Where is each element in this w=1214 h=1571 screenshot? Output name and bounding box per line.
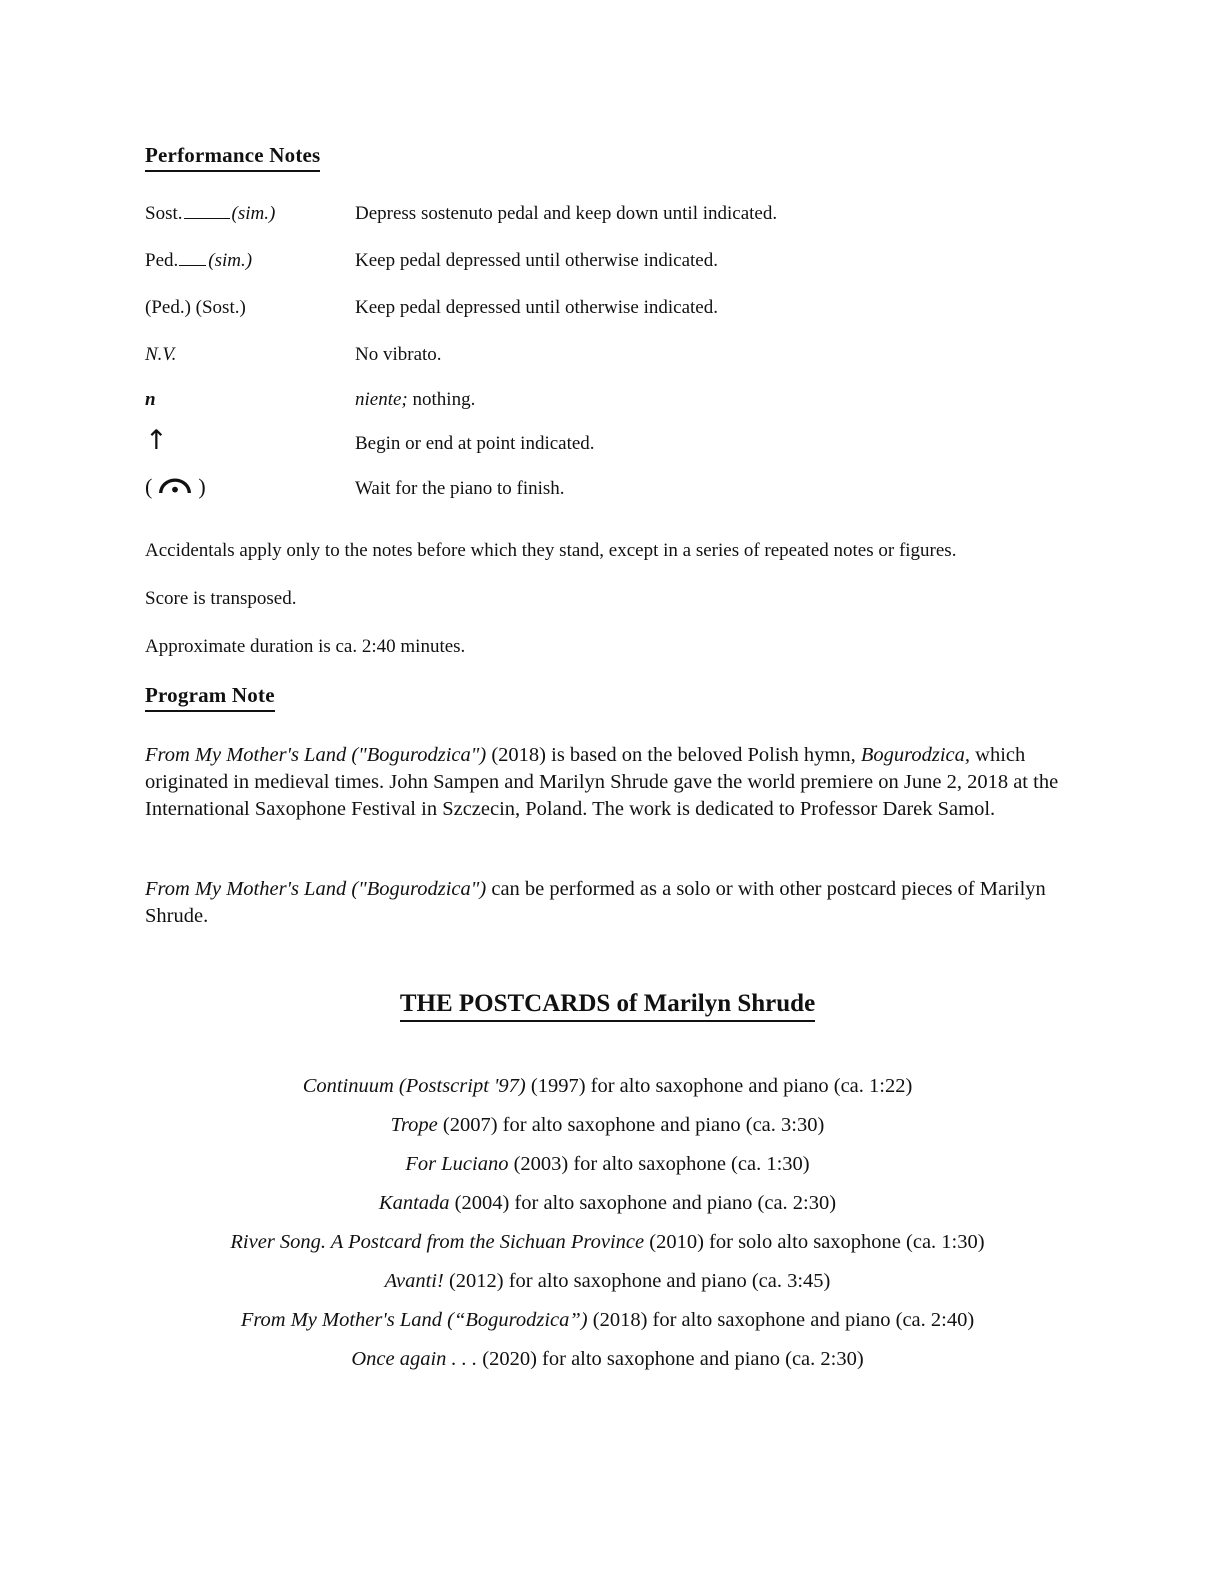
legend-description: Keep pedal depressed until otherwise indicated. bbox=[355, 250, 718, 271]
sostenuto-symbol bbox=[145, 202, 355, 225]
niente-label: n bbox=[145, 389, 156, 410]
piece-details: (2018) for alto saxophone and piano (ca. 2:40) bbox=[587, 1309, 975, 1331]
duration-note: Approximate duration is ca. 2:40 minutes. bbox=[145, 636, 466, 657]
program-note-heading bbox=[145, 683, 1070, 712]
general-notes bbox=[145, 539, 1070, 658]
niente-italic-text: niente; bbox=[355, 389, 408, 410]
work-title-italic: From My Mother's Land ("Bogurodzica") bbox=[145, 878, 487, 900]
open-paren: ( bbox=[145, 474, 153, 499]
legend-description: Begin or end at point indicated. bbox=[355, 433, 595, 454]
sim-label: (sim.) bbox=[208, 250, 253, 271]
postcards-heading-text: THE POSTCARDS of Marilyn Shrude bbox=[400, 990, 815, 1022]
sustain-line-icon bbox=[179, 255, 206, 266]
sim-label: (sim.) bbox=[231, 203, 276, 224]
list-item bbox=[145, 1308, 1070, 1333]
piece-details: (2007) for alto saxophone and piano (ca. 3:30) bbox=[437, 1114, 825, 1136]
legend-row-fermata bbox=[145, 475, 1070, 500]
paragraph-text: which originated in medieval times. John Sampen and Marilyn Shrude gave the world premiere on June 2, 2018 at the International Saxophone Festival in Szczecin, Poland. The work is dedicated to Professor Darek Samol. bbox=[145, 744, 1059, 820]
piece-details: (2012) for alto saxophone and piano (ca. 3:45) bbox=[443, 1270, 831, 1292]
piece-title: Avanti! bbox=[384, 1270, 444, 1292]
piece-details: (2003) for alto saxophone (ca. 1:30) bbox=[508, 1153, 810, 1175]
ped-sost-label: (Ped.) (Sost.) bbox=[145, 297, 246, 318]
legend-description bbox=[355, 388, 1070, 411]
transposed-note: Score is transposed. bbox=[145, 588, 297, 609]
list-item bbox=[145, 1113, 1070, 1138]
pedal-symbol bbox=[145, 249, 355, 272]
paragraph-text: can be performed as a solo or with other postcard pieces of Marilyn Shrude. bbox=[145, 878, 1046, 927]
piece-title: Once again . . . bbox=[351, 1348, 478, 1370]
symbol-legend bbox=[145, 202, 1070, 500]
legend-row-arrow bbox=[145, 425, 1070, 456]
sustain-line-icon bbox=[184, 208, 230, 219]
close-paren: ) bbox=[198, 474, 206, 499]
fermata-icon bbox=[157, 476, 193, 496]
performance-notes-heading bbox=[145, 143, 1070, 172]
piece-details: (2020) for alto saxophone and piano (ca. 2:30) bbox=[477, 1348, 864, 1370]
list-item bbox=[145, 1269, 1070, 1294]
legend-row-niente bbox=[145, 388, 1070, 411]
piece-details: (2010) for solo alto saxophone (ca. 1:30) bbox=[644, 1231, 985, 1253]
legend-row-sostenuto bbox=[145, 202, 1070, 225]
legend-description: Wait for the piano to finish. bbox=[355, 478, 565, 499]
legend-description: No vibrato. bbox=[355, 344, 442, 365]
piece-details: (2004) for alto saxophone and piano (ca. 2:30) bbox=[449, 1192, 837, 1214]
nv-label: N.V. bbox=[145, 344, 177, 365]
list-item bbox=[145, 1230, 1070, 1255]
hymn-title-italic: Bogurodzica, bbox=[860, 744, 971, 766]
piece-title: Continuum (Postscript '97) bbox=[302, 1075, 526, 1097]
list-item bbox=[145, 1191, 1070, 1216]
piece-title: Trope bbox=[390, 1114, 438, 1136]
list-item bbox=[145, 1152, 1070, 1177]
program-note-paragraph-1 bbox=[145, 742, 1070, 823]
sost-label: Sost. bbox=[145, 203, 183, 224]
program-note-heading-text: Program Note bbox=[145, 683, 275, 712]
accidentals-note: Accidentals apply only to the notes before which they stand, except in a series of repeated notes or figures. bbox=[145, 540, 957, 561]
piece-title: For Luciano bbox=[405, 1153, 509, 1175]
postcards-heading bbox=[145, 990, 1070, 1022]
performance-notes-heading-text: Performance Notes bbox=[145, 143, 320, 172]
list-item bbox=[145, 1347, 1070, 1372]
legend-row-ped-sost bbox=[145, 296, 1070, 319]
postcards-list bbox=[145, 1074, 1070, 1372]
arrow-symbol bbox=[145, 425, 355, 456]
paragraph-text: (2018) is based on the beloved Polish hymn, bbox=[486, 744, 861, 766]
fermata-symbol bbox=[145, 475, 355, 498]
piece-details: (1997) for alto saxophone and piano (ca. 1:22) bbox=[525, 1075, 913, 1097]
legend-description: Depress sostenuto pedal and keep down until indicated. bbox=[355, 203, 778, 224]
legend-row-pedal bbox=[145, 249, 1070, 272]
niente-plain-text: nothing. bbox=[407, 389, 476, 410]
piece-title: From My Mother's Land (“Bogurodzica”) bbox=[240, 1309, 588, 1331]
up-arrow-icon: ↑ bbox=[145, 425, 168, 456]
program-note-paragraph-2 bbox=[145, 876, 1070, 930]
piece-title: River Song. A Postcard from the Sichuan Province bbox=[230, 1231, 645, 1253]
list-item bbox=[145, 1074, 1070, 1099]
legend-description: Keep pedal depressed until otherwise indicated. bbox=[355, 297, 718, 318]
piece-title: Kantada bbox=[378, 1192, 450, 1214]
legend-row-no-vibrato bbox=[145, 343, 1070, 366]
ped-label: Ped. bbox=[145, 250, 179, 271]
work-title-italic: From My Mother's Land ("Bogurodzica") bbox=[145, 744, 487, 766]
